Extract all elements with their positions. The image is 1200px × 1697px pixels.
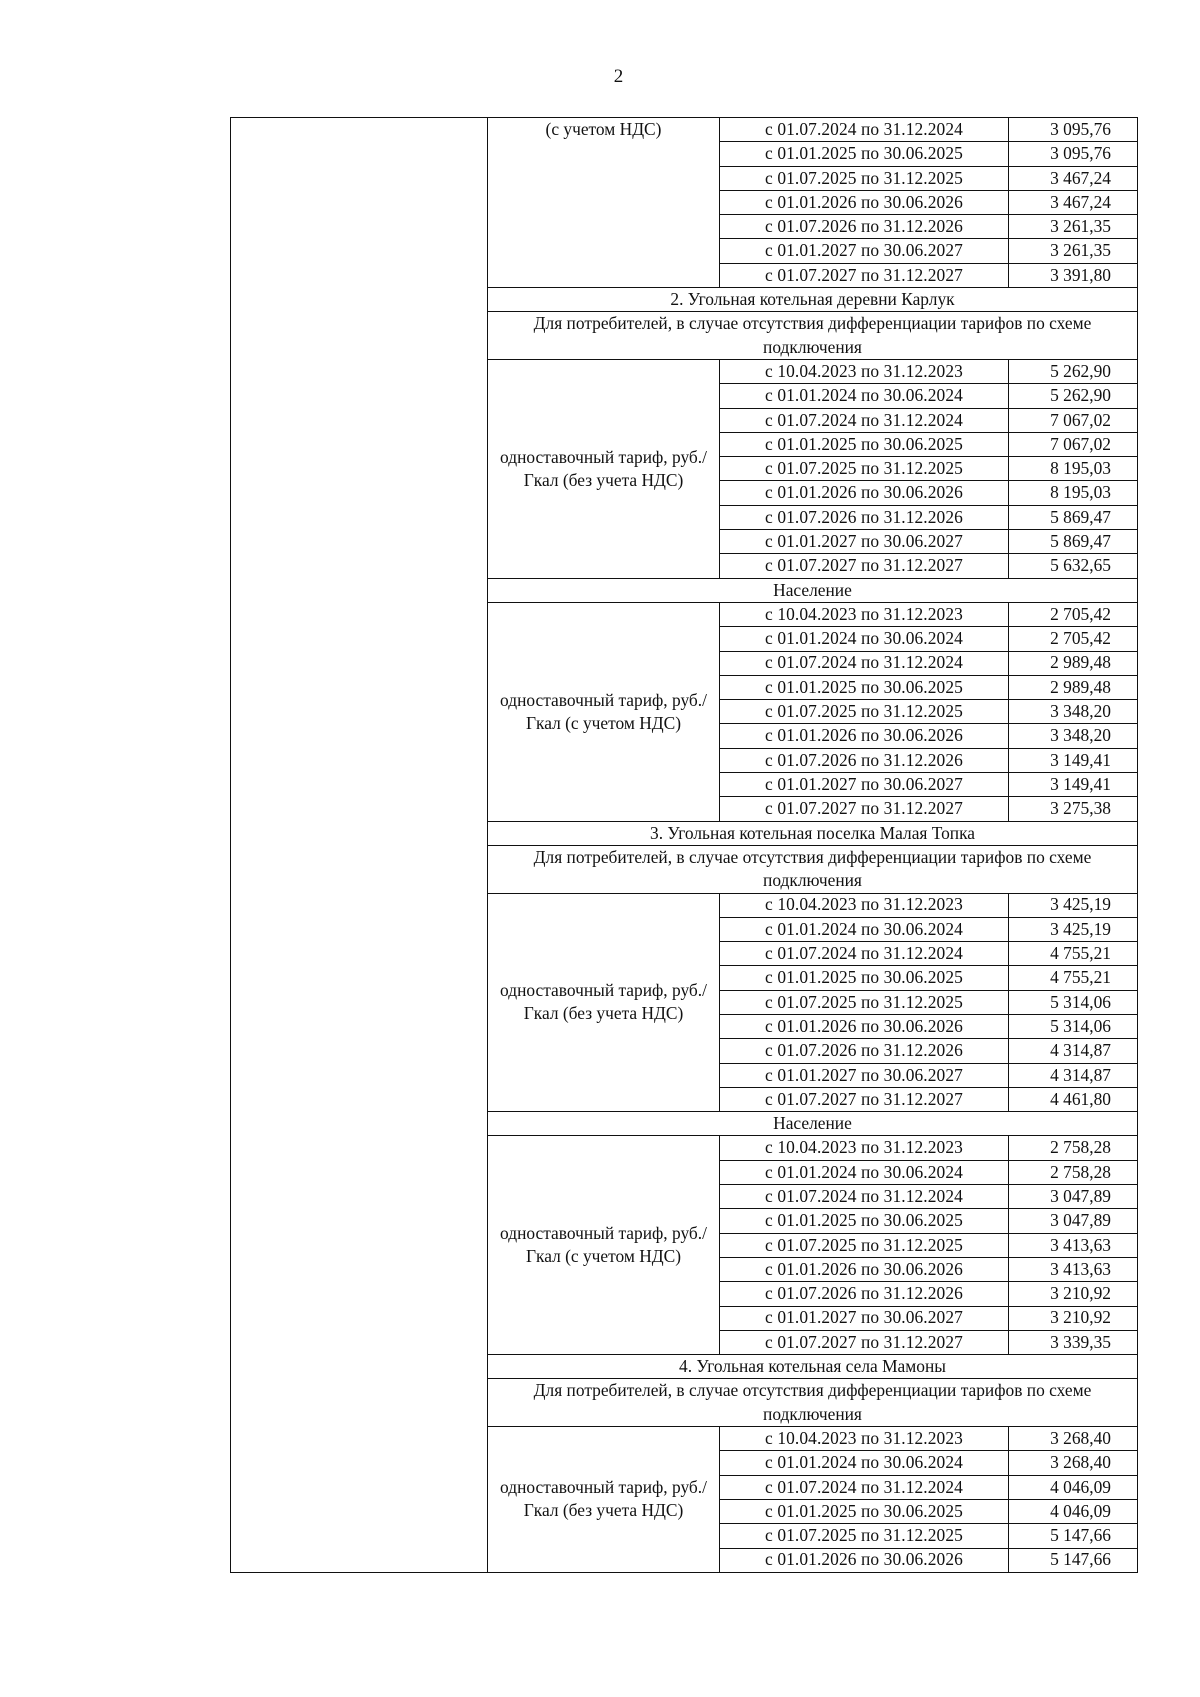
validity-period: с 01.01.2026 по 30.06.2026 [720, 481, 1009, 505]
validity-period: с 01.01.2027 по 30.06.2027 [720, 1063, 1009, 1087]
validity-period: с 01.01.2026 по 30.06.2026 [720, 190, 1009, 214]
tariff-value: 3 261,35 [1009, 239, 1138, 263]
validity-period: с 01.01.2027 по 30.06.2027 [720, 1306, 1009, 1330]
tariff-value: 3 348,20 [1009, 724, 1138, 748]
tariff-type-label: одноставочный тариф, руб./Гкал (без учета НДС) [488, 359, 720, 578]
tariff-value: 2 758,28 [1009, 1136, 1138, 1160]
tariff-value: 5 262,90 [1009, 359, 1138, 383]
table-row [231, 118, 1138, 142]
page-number: 2 [613, 66, 624, 87]
validity-period: с 01.07.2027 по 31.12.2027 [720, 1087, 1009, 1111]
consumer-group-heading: Население [488, 578, 1138, 602]
validity-period: с 10.04.2023 по 31.12.2023 [720, 602, 1009, 626]
validity-period: с 01.07.2027 по 31.12.2027 [720, 797, 1009, 821]
tariff-table-body [231, 118, 1138, 1573]
tariff-type-label: одноставочный тариф, руб./Гкал (с учетом НДС) [488, 602, 720, 821]
tariff-value: 3 413,63 [1009, 1257, 1138, 1281]
tariff-value: 3 149,41 [1009, 748, 1138, 772]
validity-period: с 01.07.2024 по 31.12.2024 [720, 408, 1009, 432]
validity-period: с 01.07.2024 по 31.12.2024 [720, 1475, 1009, 1499]
tariff-value: 3 149,41 [1009, 773, 1138, 797]
section-title: 4. Угольная котельная села Мамоны [488, 1355, 1138, 1379]
tariff-value: 4 755,21 [1009, 942, 1138, 966]
validity-period: с 01.01.2027 по 30.06.2027 [720, 239, 1009, 263]
validity-period: с 01.01.2025 по 30.06.2025 [720, 966, 1009, 990]
tariff-value: 2 705,42 [1009, 627, 1138, 651]
tariff-value: 5 869,47 [1009, 505, 1138, 529]
tariff-value: 5 147,66 [1009, 1548, 1138, 1572]
tariff-value: 4 755,21 [1009, 966, 1138, 990]
validity-period: с 01.01.2026 по 30.06.2026 [720, 1257, 1009, 1281]
tariff-value: 3 268,40 [1009, 1427, 1138, 1451]
tariff-value: 3 467,24 [1009, 190, 1138, 214]
tariff-value: 3 413,63 [1009, 1233, 1138, 1257]
tariff-value: 3 095,76 [1009, 118, 1138, 142]
validity-period: с 01.07.2026 по 31.12.2026 [720, 748, 1009, 772]
tariff-value: 3 261,35 [1009, 215, 1138, 239]
validity-period: с 10.04.2023 по 31.12.2023 [720, 893, 1009, 917]
tariff-value: 3 047,89 [1009, 1209, 1138, 1233]
tariff-value: 5 147,66 [1009, 1524, 1138, 1548]
consumer-group-heading: Для потребителей, в случае отсутствия дифференциации тарифов по схеме подключения [488, 845, 1138, 893]
tariff-type-label: (с учетом НДС) [488, 118, 720, 288]
validity-period: с 01.01.2027 по 30.06.2027 [720, 530, 1009, 554]
tariff-type-label: одноставочный тариф, руб./Гкал (с учетом НДС) [488, 1136, 720, 1355]
validity-period: с 10.04.2023 по 31.12.2023 [720, 1136, 1009, 1160]
validity-period: с 01.07.2027 по 31.12.2027 [720, 554, 1009, 578]
tariff-type-label: одноставочный тариф, руб./Гкал (без учета НДС) [488, 1427, 720, 1573]
tariff-value: 4 461,80 [1009, 1087, 1138, 1111]
validity-period: с 01.07.2026 по 31.12.2026 [720, 1282, 1009, 1306]
tariff-value: 5 314,06 [1009, 990, 1138, 1014]
validity-period: с 01.01.2026 по 30.06.2026 [720, 724, 1009, 748]
tariff-value: 5 314,06 [1009, 1014, 1138, 1038]
left-column-cell [231, 118, 488, 1573]
tariff-value: 2 989,48 [1009, 675, 1138, 699]
validity-period: с 01.07.2027 по 31.12.2027 [720, 263, 1009, 287]
tariff-value: 2 758,28 [1009, 1160, 1138, 1184]
tariff-value: 4 046,09 [1009, 1475, 1138, 1499]
validity-period: с 01.07.2025 по 31.12.2025 [720, 166, 1009, 190]
validity-period: с 01.07.2026 по 31.12.2026 [720, 1039, 1009, 1063]
validity-period: с 01.01.2024 по 30.06.2024 [720, 1160, 1009, 1184]
validity-period: с 01.01.2025 по 30.06.2025 [720, 142, 1009, 166]
validity-period: с 01.07.2025 по 31.12.2025 [720, 457, 1009, 481]
validity-period: с 01.01.2024 по 30.06.2024 [720, 627, 1009, 651]
validity-period: с 01.07.2024 по 31.12.2024 [720, 942, 1009, 966]
tariff-value: 5 869,47 [1009, 530, 1138, 554]
consumer-group-heading: Население [488, 1112, 1138, 1136]
tariff-value: 3 425,19 [1009, 893, 1138, 917]
tariff-value: 7 067,02 [1009, 408, 1138, 432]
validity-period: с 01.07.2026 по 31.12.2026 [720, 505, 1009, 529]
validity-period: с 10.04.2023 по 31.12.2023 [720, 1427, 1009, 1451]
validity-period: с 01.07.2026 по 31.12.2026 [720, 215, 1009, 239]
tariff-value: 7 067,02 [1009, 432, 1138, 456]
validity-period: с 01.01.2024 по 30.06.2024 [720, 917, 1009, 941]
validity-period: с 01.01.2026 по 30.06.2026 [720, 1548, 1009, 1572]
tariff-value: 3 467,24 [1009, 166, 1138, 190]
validity-period: с 01.07.2025 по 31.12.2025 [720, 990, 1009, 1014]
validity-period: с 01.01.2025 по 30.06.2025 [720, 1209, 1009, 1233]
validity-period: с 01.07.2024 по 31.12.2024 [720, 651, 1009, 675]
tariff-value: 4 314,87 [1009, 1039, 1138, 1063]
validity-period: с 01.07.2024 по 31.12.2024 [720, 1185, 1009, 1209]
tariff-value: 3 391,80 [1009, 263, 1138, 287]
tariff-type-label: одноставочный тариф, руб./Гкал (без учета НДС) [488, 893, 720, 1112]
tariff-value: 3 210,92 [1009, 1306, 1138, 1330]
validity-period: с 01.01.2025 по 30.06.2025 [720, 675, 1009, 699]
tariff-value: 3 348,20 [1009, 700, 1138, 724]
tariff-value: 3 095,76 [1009, 142, 1138, 166]
validity-period: с 01.01.2025 по 30.06.2025 [720, 432, 1009, 456]
tariff-value: 5 632,65 [1009, 554, 1138, 578]
tariff-value: 5 262,90 [1009, 384, 1138, 408]
consumer-group-heading: Для потребителей, в случае отсутствия дифференциации тарифов по схеме подключения [488, 312, 1138, 360]
validity-period: с 01.07.2025 по 31.12.2025 [720, 1524, 1009, 1548]
section-title: 2. Угольная котельная деревни Карлук [488, 288, 1138, 312]
validity-period: с 01.01.2026 по 30.06.2026 [720, 1014, 1009, 1038]
consumer-group-heading: Для потребителей, в случае отсутствия дифференциации тарифов по схеме подключения [488, 1379, 1138, 1427]
tariff-value: 3 339,35 [1009, 1330, 1138, 1354]
tariff-value: 3 268,40 [1009, 1451, 1138, 1475]
tariff-value: 8 195,03 [1009, 457, 1138, 481]
validity-period: с 01.01.2025 по 30.06.2025 [720, 1499, 1009, 1523]
validity-period: с 01.07.2025 по 31.12.2025 [720, 700, 1009, 724]
validity-period: с 01.01.2027 по 30.06.2027 [720, 773, 1009, 797]
tariff-value: 3 047,89 [1009, 1185, 1138, 1209]
section-title: 3. Угольная котельная поселка Малая Топка [488, 821, 1138, 845]
validity-period: с 01.01.2024 по 30.06.2024 [720, 1451, 1009, 1475]
tariff-value: 4 046,09 [1009, 1499, 1138, 1523]
tariff-value: 2 705,42 [1009, 602, 1138, 626]
validity-period: с 01.07.2027 по 31.12.2027 [720, 1330, 1009, 1354]
validity-period: с 01.07.2024 по 31.12.2024 [720, 118, 1009, 142]
validity-period: с 01.01.2024 по 30.06.2024 [720, 384, 1009, 408]
validity-period: с 01.07.2025 по 31.12.2025 [720, 1233, 1009, 1257]
tariff-value: 8 195,03 [1009, 481, 1138, 505]
validity-period: с 10.04.2023 по 31.12.2023 [720, 359, 1009, 383]
tariff-value: 2 989,48 [1009, 651, 1138, 675]
tariff-value: 3 425,19 [1009, 917, 1138, 941]
tariff-value: 3 275,38 [1009, 797, 1138, 821]
tariff-value: 3 210,92 [1009, 1282, 1138, 1306]
tariff-value: 4 314,87 [1009, 1063, 1138, 1087]
tariff-table [230, 117, 1138, 1573]
